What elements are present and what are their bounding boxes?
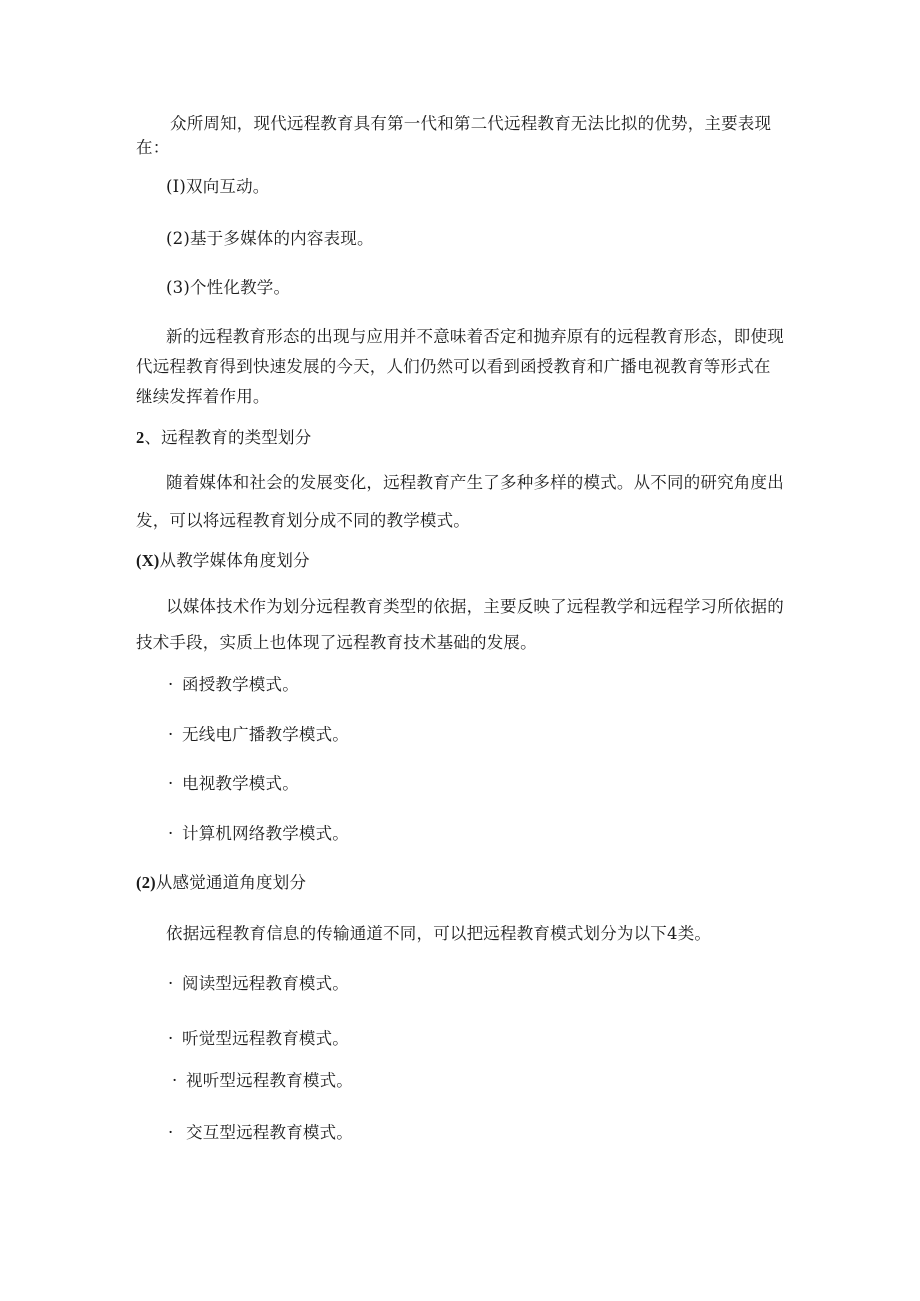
new-forms-line-2: 代远程教育得到快速发展的今天，人们仍然可以看到函授教育和广播电视教育等形式在 — [136, 357, 771, 376]
channel-mode-label: 交互型远程教育模式。 — [186, 1123, 353, 1142]
bullet-icon: · — [168, 1029, 174, 1048]
sub-heading-channels — [136, 866, 306, 900]
advantage-item-3: (3)个性化教学。 — [166, 278, 291, 297]
sub-heading-channels-title: 从感觉通道角度划分 — [155, 873, 307, 892]
media-mode-label: 计算机网络教学模式。 — [182, 824, 349, 843]
sub-heading-media-number: (X) — [136, 551, 160, 570]
bullet-icon: · — [168, 774, 174, 793]
types-line-1: 随着媒体和社会的发展变化，远程教育产生了多种多样的模式。从不同的研究角度出 — [166, 473, 784, 492]
media-mode-label: 无线电广播教学模式。 — [182, 725, 349, 744]
media-mode-label: 电视教学模式。 — [182, 774, 299, 793]
channel-mode-label: 阅读型远程教育模式。 — [182, 974, 349, 993]
media-mode-item — [168, 718, 349, 752]
sub-heading-channels-number: (2) — [136, 873, 156, 892]
media-line-2: 技术手段，实质上也体现了远程教育技术基础的发展。 — [136, 633, 537, 652]
media-line-1: 以媒体技术作为划分远程教育类型的依据，主要反映了远程教学和远程学习所依据的 — [166, 597, 784, 616]
types-line-2: 发，可以将远程教育划分成不同的教学模式。 — [136, 511, 470, 530]
bullet-icon: · — [168, 1123, 174, 1142]
advantage-item-2: (2)基于多媒体的内容表现。 — [166, 229, 374, 248]
channel-mode-label: 视听型远程教育模式。 — [186, 1071, 353, 1090]
channel-mode-item — [168, 1022, 349, 1056]
intro-line-2: 在： — [136, 138, 170, 157]
sub-heading-media — [136, 544, 310, 578]
channel-mode-item — [168, 967, 349, 1001]
media-mode-item — [168, 817, 349, 851]
new-forms-line-1: 新的远程教育形态的出现与应用并不意味着否定和抛弃原有的远程教育形态，即使现 — [166, 327, 784, 346]
bullet-icon: · — [168, 974, 174, 993]
intro-line-1: 众所周知，现代远程教育具有第一代和第二代远程教育无法比拟的优势，主要表现 — [170, 114, 772, 133]
media-mode-label: 函授教学模式。 — [182, 675, 299, 694]
channel-mode-item — [168, 1116, 353, 1150]
bullet-icon: · — [168, 824, 174, 843]
advantage-item-1: (I)双向互动。 — [166, 177, 270, 196]
media-mode-item — [168, 668, 299, 702]
channel-mode-label: 听觉型远程教育模式。 — [182, 1029, 349, 1048]
channel-mode-item — [172, 1064, 353, 1098]
section-2-title: 、远程教育的类型划分 — [144, 428, 312, 447]
section-2-number: 2 — [136, 428, 145, 447]
new-forms-line-3: 继续发挥着作用。 — [136, 387, 270, 406]
channels-line: 依据远程教育信息的传输通道不同，可以把远程教育模式划分为以下4类。 — [166, 924, 712, 943]
bullet-icon: · — [172, 1071, 178, 1090]
bullet-icon: · — [168, 725, 174, 744]
bullet-icon: · — [168, 675, 174, 694]
media-mode-item — [168, 767, 299, 801]
section-2-heading — [136, 421, 311, 455]
sub-heading-media-title: 从教学媒体角度划分 — [159, 551, 310, 570]
